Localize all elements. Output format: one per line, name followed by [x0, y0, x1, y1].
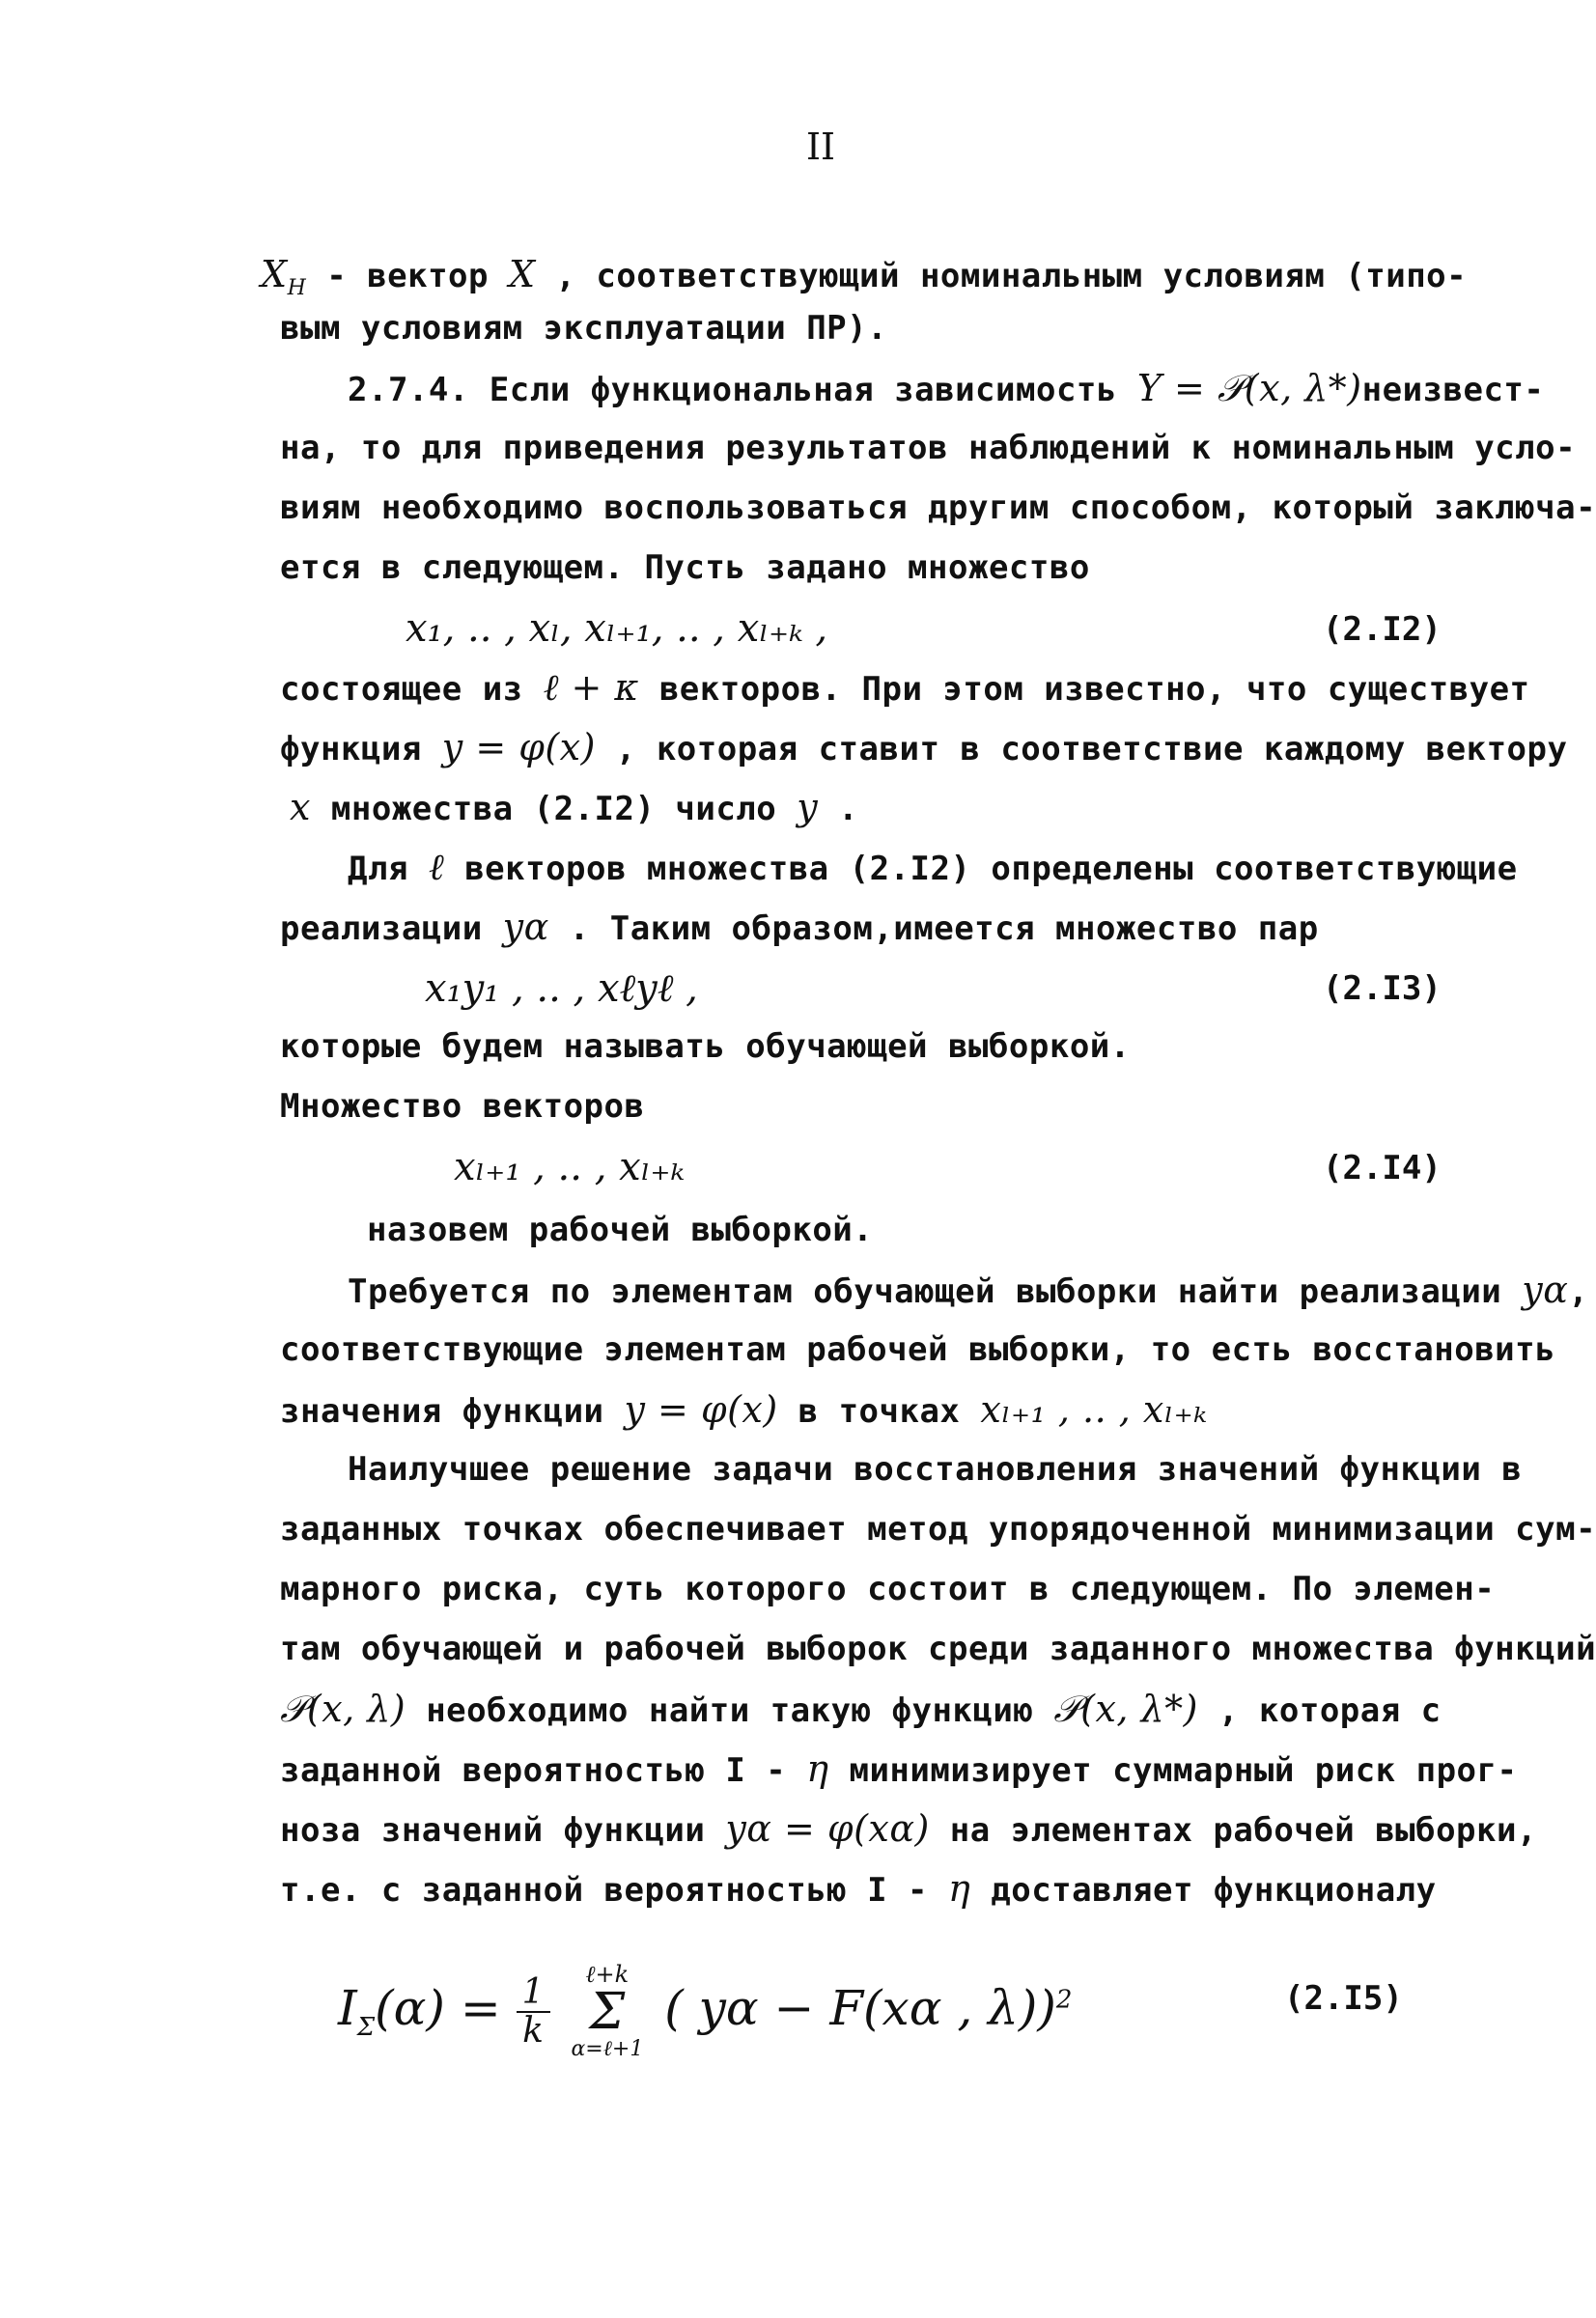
text-segment: .: [818, 790, 859, 828]
text-segment: ноза значений функции: [280, 1811, 726, 1850]
text-segment: - вектор: [306, 257, 509, 295]
text-line-18: Наилучшее решение задачи восстановления значений функции в: [348, 1450, 1523, 1489]
text-line-14: назовем рабочей выборкой.: [367, 1211, 874, 1249]
text-line-25: [280, 1867, 1437, 1912]
formula-inline: Y = 𝒫(x, λ*): [1136, 367, 1362, 409]
formula-inline: xₗ₊₁ , .. , xₗ₊ₖ: [980, 1388, 1208, 1431]
text-line-4: на, то для приведения результатов наблюдений к номинальным усло-: [280, 429, 1577, 467]
equation-2-14: xₗ₊₁ , .. , xₗ₊ₖ: [454, 1145, 686, 1189]
formula-inline: 𝒫(x, λ): [280, 1688, 406, 1730]
text-segment: векторов. При этом известно, что существует: [638, 670, 1530, 709]
text-segment: состоящее из: [280, 670, 544, 709]
text-segment: на элементах рабочей выборки,: [929, 1811, 1537, 1850]
text-line-7: [280, 666, 1530, 711]
text-line-20: марного риска, суть которого состоит в следующем. По элемен-: [280, 1570, 1496, 1608]
formula-inline: yα: [1522, 1269, 1569, 1311]
text-segment: Требуется по элементам обучающей выборки найти реализации: [348, 1272, 1523, 1311]
text-line-16: соответствующие элементам рабочей выборки, то есть восстановить: [280, 1330, 1556, 1369]
equation-number-2-13: (2.I3): [1323, 969, 1442, 1008]
equation-2-15: [338, 1960, 1072, 2064]
text-segment: Для: [348, 850, 429, 888]
formula-inline: 𝒫(x, λ*): [1053, 1688, 1198, 1730]
equation-number-2-12: (2.I2): [1323, 610, 1442, 649]
text-segment: неизвест-: [1361, 371, 1545, 409]
text-line-9: [290, 786, 858, 830]
formula-inline: yα: [502, 906, 549, 948]
summation-upper: ℓ+k: [585, 1961, 630, 1988]
text-line-2: вым условиям эксплуатации ПР).: [280, 309, 888, 348]
text-line-1: [261, 253, 1467, 310]
formula-inline: yα = φ(xα): [725, 1807, 930, 1850]
text-segment: ,: [1568, 1272, 1589, 1311]
summation: [571, 1960, 643, 2064]
formula-body: ( yα − F(xα , λ)): [664, 1980, 1056, 2036]
text-line-3: [348, 367, 1544, 411]
text-segment: в точках: [777, 1392, 981, 1431]
text-segment: векторов множества (2.I2) определены соответствующие: [444, 850, 1518, 888]
text-line-6: ется в следующем. Пусть задано множество: [280, 548, 1090, 587]
text-line-5: виям необходимо воспользоваться другим способом, который заключа-: [280, 489, 1596, 527]
formula-inline: x: [290, 786, 311, 828]
formula-inline: ℓ: [428, 846, 445, 888]
formula-inline: y: [797, 786, 819, 828]
formula-inline: η: [806, 1747, 829, 1790]
text-line-19: заданных точках обеспечивает метод упорядоченной минимизации сум-: [280, 1510, 1596, 1549]
formula-subscript: H: [287, 275, 307, 300]
text-segment: 2.7.4. Если функциональная зависимость: [348, 371, 1137, 409]
text-segment: , которая ставит в соответствие каждому вектору: [595, 730, 1568, 768]
equation-number-2-15: (2.I5): [1284, 1979, 1403, 2018]
text-segment: . Таким образом,имеется множество пар: [548, 909, 1319, 948]
text-line-24: [280, 1807, 1537, 1852]
formula-inline: η: [948, 1867, 971, 1910]
text-segment: функция: [280, 730, 442, 768]
text-segment: , соответствующий номинальным условиям (типо-: [535, 257, 1468, 295]
equation-2-13: x₁y₁ , .. , xℓyℓ ,: [425, 966, 698, 1011]
formula-x: X: [508, 253, 536, 295]
text-line-8: [280, 726, 1567, 770]
equation-number-2-14: (2.I4): [1323, 1149, 1442, 1187]
summation-symbol: Σ: [589, 1983, 626, 2041]
formula-inline: y = φ(x): [624, 1388, 778, 1431]
text-segment: минимизирует суммарный риск прог-: [828, 1751, 1518, 1790]
text-segment: доставляет функционалу: [970, 1871, 1437, 1910]
formula-symbol: (α) =: [375, 1980, 517, 2036]
text-line-17: [280, 1388, 1208, 1433]
text-segment: заданной вероятностью I -: [280, 1751, 807, 1790]
text-line-12: которые будем называть обучающей выборкой.: [280, 1027, 1131, 1066]
fraction: [517, 1974, 550, 2050]
text-line-21: там обучающей и рабочей выборок среди заданного множества функций: [280, 1630, 1596, 1668]
page-number: II: [806, 126, 836, 168]
text-segment: множества (2.I2) число: [310, 790, 798, 828]
formula-inline: y = φ(x): [441, 726, 596, 768]
formula-symbol: I: [338, 1980, 357, 2036]
text-line-22: [280, 1688, 1442, 1732]
text-line-15: [348, 1269, 1588, 1313]
equation-2-12: x₁, .. , xₗ, xₗ₊₁, .. , xₗ₊ₖ ,: [406, 606, 828, 651]
formula-exponent: 2: [1055, 1985, 1073, 2015]
fraction-numerator: 1: [517, 1974, 550, 2013]
text-line-11: [280, 906, 1319, 950]
text-segment: , которая с: [1198, 1691, 1442, 1730]
text-line-10: [348, 846, 1518, 890]
formula-x: X: [261, 253, 288, 295]
text-segment: т.е. с заданной вероятностью I -: [280, 1871, 949, 1910]
text-segment: значения функции: [280, 1392, 625, 1431]
summation-lower: α=ℓ+1: [571, 2037, 644, 2061]
fraction-denominator: k: [522, 2011, 544, 2051]
text-segment: реализации: [280, 909, 503, 948]
text-line-23: [280, 1747, 1517, 1792]
formula-subscript: Σ: [356, 2013, 376, 2042]
text-segment: необходимо найти такую функцию: [406, 1691, 1054, 1730]
text-line-13: Множество векторов: [280, 1087, 645, 1126]
formula-inline: ℓ + κ: [543, 666, 639, 709]
